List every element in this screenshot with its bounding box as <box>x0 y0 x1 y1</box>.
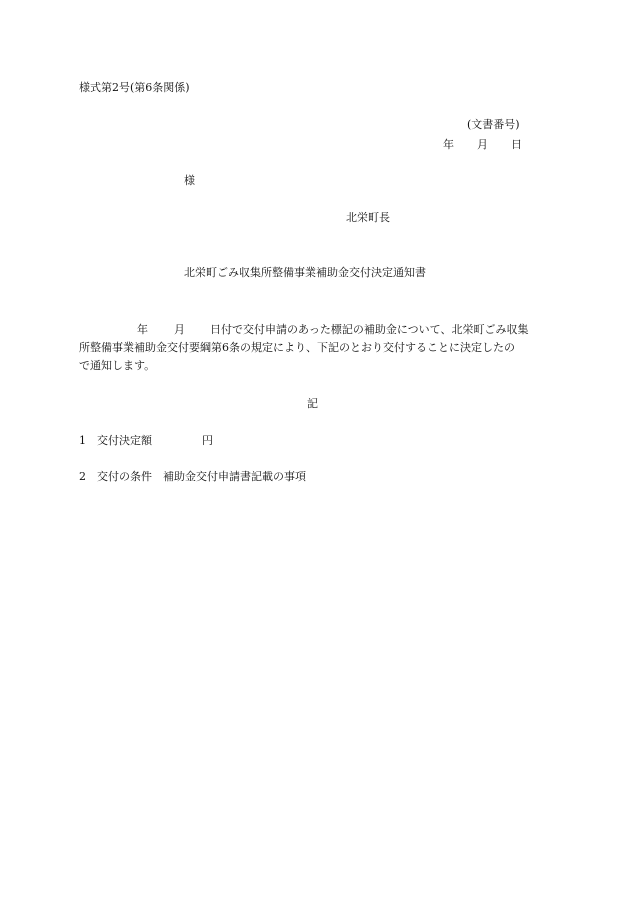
body-line-3: で通知します。 <box>79 359 156 372</box>
item-2 <box>79 470 306 484</box>
item-1-value: 円 <box>202 434 213 447</box>
recipient-suffix: 様 <box>184 174 195 187</box>
body-date-year: 年 <box>137 323 148 336</box>
item-1 <box>79 434 213 448</box>
item-2-number: 2 <box>79 470 86 483</box>
item-2-label: 交付の条件 <box>97 470 152 483</box>
document-number: (文書番号) <box>467 118 520 131</box>
item-2-value: 補助金交付申請書記載の事項 <box>163 470 306 483</box>
ki-heading: 記 <box>307 397 318 410</box>
body-line-1-text: 日付で交付申請のあった標記の補助金について、北栄町ごみ収集 <box>210 323 529 336</box>
document-title: 北栄町ごみ収集所整備事業補助金交付決定通知書 <box>184 266 426 279</box>
item-1-label: 交付決定額 <box>97 434 152 447</box>
date-month: 月 <box>477 138 488 151</box>
body-line-2: 所整備事業補助金交付要綱第6条の規定により、下記のとおり交付することに決定したの <box>79 341 515 354</box>
body-line-1 <box>79 321 559 339</box>
item-1-number: 1 <box>79 434 86 447</box>
issuer: 北栄町長 <box>346 211 390 224</box>
date-year: 年 <box>443 138 454 151</box>
body-date-month: 月 <box>174 323 185 336</box>
date-day: 日 <box>511 138 522 151</box>
body-paragraph <box>79 321 559 375</box>
form-label: 様式第2号(第6条関係) <box>79 81 190 94</box>
